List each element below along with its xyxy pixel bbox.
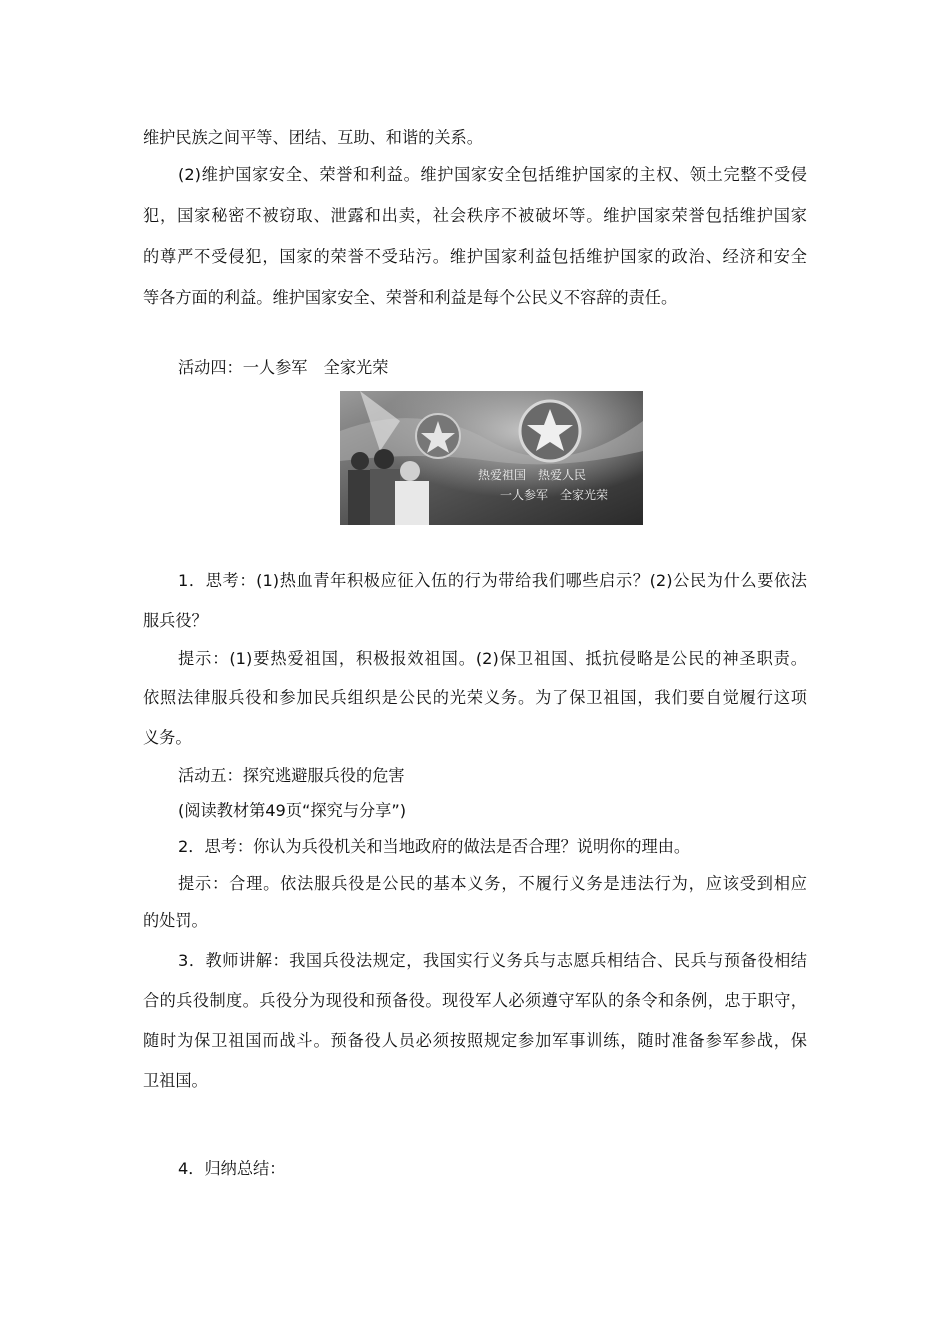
paragraph-line: 随时为保卫祖国而战斗。预备役人员必须按照规定参加军事训练，随时准备参军参战，保 [143, 1031, 807, 1050]
paragraph-line: 等各方面的利益。维护国家安全、荣誉和利益是每个公民义不容辞的责任。 [143, 288, 678, 307]
paragraph-line: 3．教师讲解：我国兵役法规定，我国实行义务兵与志愿兵相结合、民兵与预备役相结 [178, 951, 807, 970]
paragraph-line: 2．思考：你认为兵役机关和当地政府的做法是否合理？说明你的理由。 [178, 837, 691, 856]
army-emblem-banner-icon [340, 391, 643, 525]
paragraph-line: (2)维护国家安全、荣誉和利益。维护国家安全包括维护国家的主权、领土完整不受侵 [178, 165, 807, 184]
paragraph-line: 提示：(1)要热爱祖国，积极报效祖国。(2)保卫祖国、抵抗侵略是公民的神圣职责。 [178, 649, 807, 668]
activity-heading: 活动四：一人参军 全家光荣 [178, 358, 389, 377]
paragraph-line: 维护民族之间平等、团结、互助、和谐的关系。 [143, 128, 483, 147]
slogan-line-2: 一人参军 全家光荣 [500, 488, 609, 502]
slogan-line-1: 热爱祖国 热爱人民 [478, 468, 587, 482]
paragraph-line: 的尊严不受侵犯，国家的荣誉不受玷污。维护国家利益包括维护国家的政治、经济和安全 [143, 247, 807, 266]
paragraph-line: 义务。 [143, 728, 192, 747]
paragraph-line: 1．思考：(1)热血青年积极应征入伍的行为带给我们哪些启示？(2)公民为什么要依法 [178, 571, 807, 590]
paragraph-line: 提示：合理。依法服兵役是公民的基本义务，不履行义务是违法行为，应该受到相应 [178, 874, 807, 893]
paragraph-line: 的处罚。 [143, 911, 208, 930]
paragraph-line: 卫祖国。 [143, 1071, 208, 1090]
activity-heading: 活动五：探究逃避服兵役的危害 [178, 766, 405, 785]
paragraph-line: (阅读教材第49页“探究与分享”) [178, 801, 407, 820]
army-banner-image [340, 391, 643, 525]
summary-heading: 4．归纳总结： [178, 1159, 286, 1178]
paragraph-line: 合的兵役制度。兵役分为现役和预备役。现役军人必须遵守军队的条令和条例，忠于职守， [143, 991, 807, 1010]
paragraph-line: 犯，国家秘密不被窃取、泄露和出卖，社会秩序不被破坏等。维护国家荣誉包括维护国家 [143, 206, 807, 225]
paragraph-line: 服兵役？ [143, 611, 208, 630]
paragraph-line: 依照法律服兵役和参加民兵组织是公民的光荣义务。为了保卫祖国，我们要自觉履行这项 [143, 688, 807, 707]
